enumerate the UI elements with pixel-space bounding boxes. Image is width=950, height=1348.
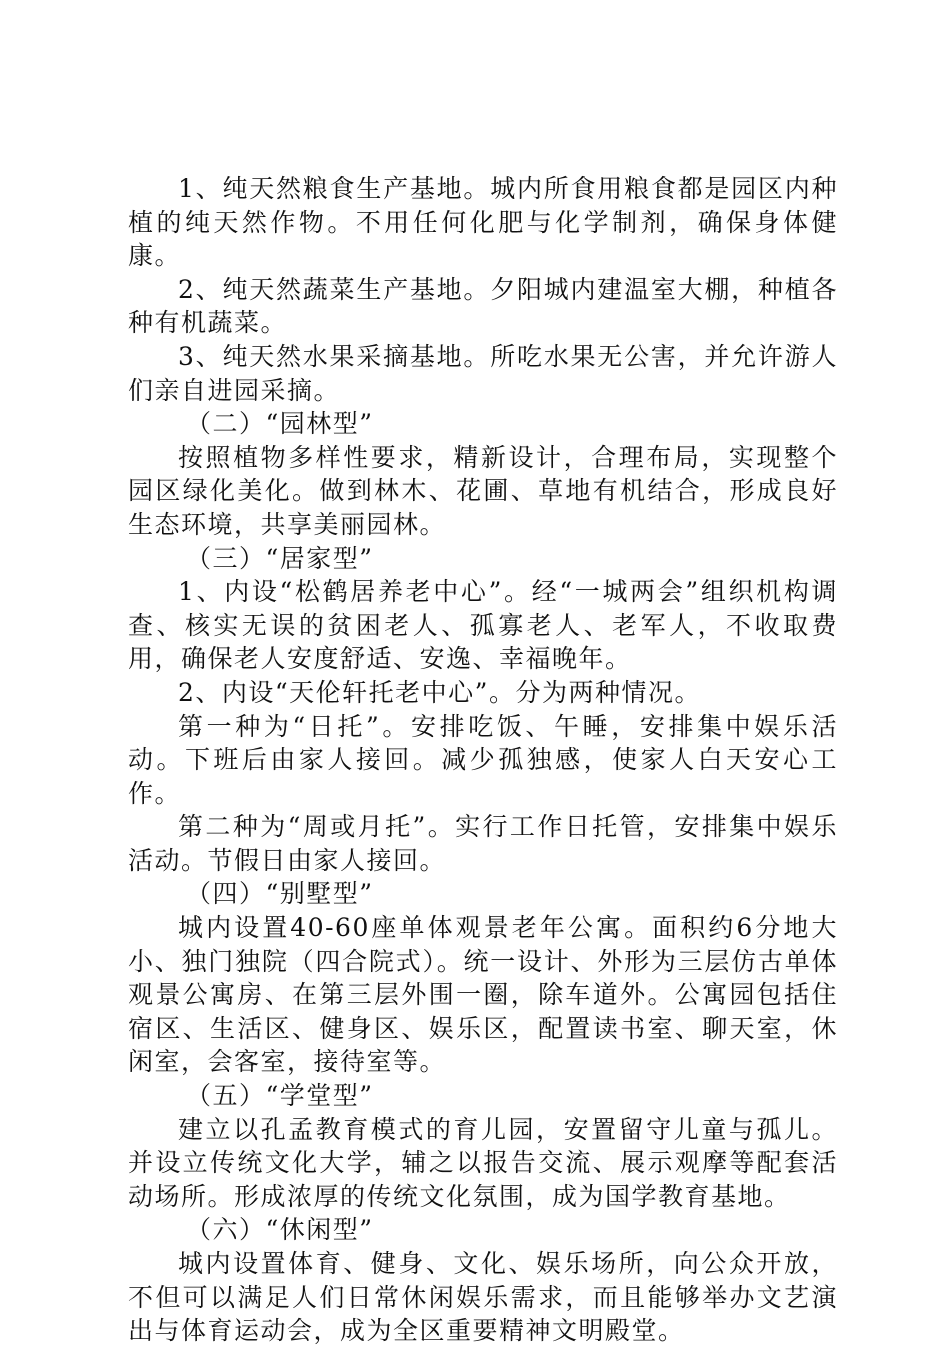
section-heading-home: （三）“居家型”	[186, 543, 374, 573]
paragraph-care-center: 2、内设“天伦轩托老中心”。分为两种情况。	[178, 677, 701, 707]
paragraph-garden: 按照植物多样性要求，精新设计，合理布局，实现整个园区绿化美化。做到林木、花圃、草地有机结合，形成良好生态环境，共享美丽园林。	[128, 442, 838, 539]
paragraph-villa: 城内设置40-60座单体观景老年公寓。面积约6分地大小、独门独院（四合院式）。统一设计、外形为三层仿古单体观景公寓房、在第三层外围一圈，除车道外。公寓园包括住宿区、生活区、健身区、娱乐区，配置读书室、聊天室，休闲室，会客室，接待室等。	[128, 913, 838, 1077]
paragraph-leisure: 城内设置体育、健身、文化、娱乐场所，向公众开放，不但可以满足人们日常休闲娱乐需求，而且能够举办文艺演出与体育运动会，成为全区重要精神文明殿堂。	[128, 1249, 838, 1346]
document-body	[128, 172, 838, 1348]
section-heading-school: （五）“学堂型”	[186, 1081, 374, 1111]
paragraph-school: 建立以孔孟教育模式的育儿园，安置留守儿童与孤儿。并设立传统文化大学，辅之以报告交流、展示观摩等配套活动场所。形成浓厚的传统文化氛围，成为国学教育基地。	[128, 1114, 838, 1211]
paragraph-grain-base: 1、纯天然粮食生产基地。城内所食用粮食都是园区内种植的纯天然作物。不用任何化肥与化学制剂，确保身体健康。	[128, 174, 838, 271]
paragraph-day-care: 第一种为“日托”。安排吃饭、午睡，安排集中娱乐活动。下班后由家人接回。减少孤独感，使家人白天安心工作。	[128, 711, 838, 808]
paragraph-week-month-care: 第二种为“周或月托”。实行工作日托管，安排集中娱乐活动。节假日由家人接回。	[128, 812, 838, 875]
paragraph-fruit-base: 3、纯天然水果采摘基地。所吃水果无公害，并允许游人们亲自进园采摘。	[128, 341, 838, 405]
section-heading-leisure: （六）“休闲型”	[186, 1215, 374, 1245]
section-heading-garden: （二）“园林型”	[186, 409, 374, 439]
section-heading-villa: （四）“别墅型”	[186, 879, 374, 909]
paragraph-elderly-center: 1、内设“松鹤居养老中心”。经“一城两会”组织机构调查、核实无误的贫困老人、孤寡老人、老军人，不收取费用，确保老人安度舒适、安逸、幸福晚年。	[128, 577, 838, 674]
paragraph-vegetable-base: 2、纯天然蔬菜生产基地。夕阳城内建温室大棚，种植各种有机蔬菜。	[128, 274, 838, 338]
